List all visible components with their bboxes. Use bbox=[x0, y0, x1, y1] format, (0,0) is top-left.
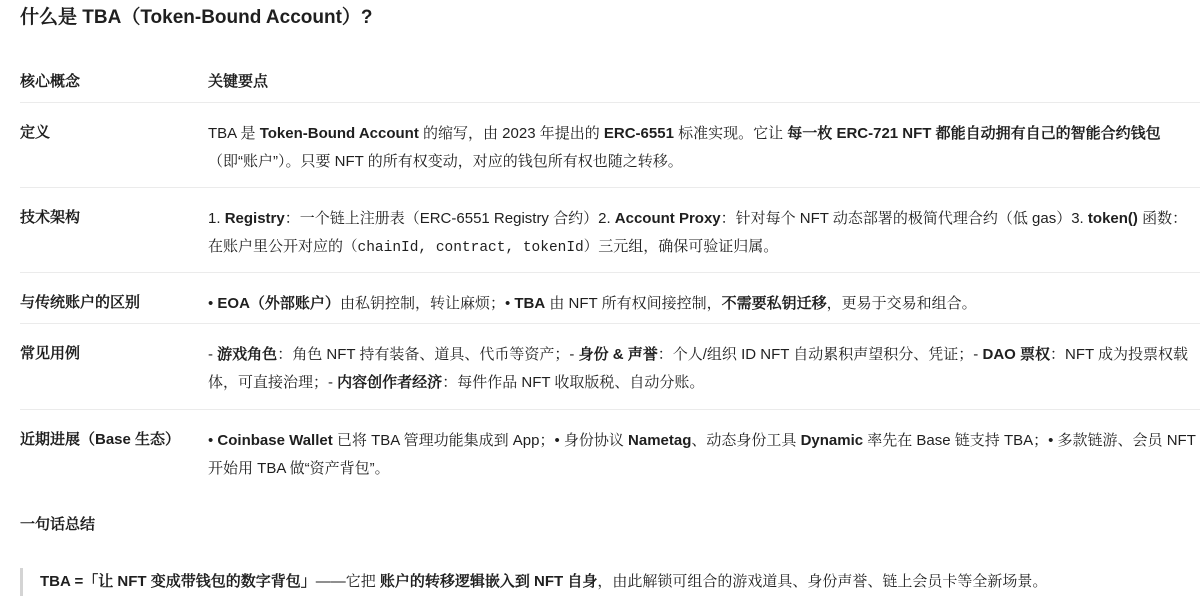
text-segment: 由私钥控制，转让麻烦；• bbox=[339, 295, 515, 312]
text-segment: 三元组，确保可验证归属。 bbox=[598, 238, 779, 255]
bold-segment: Token-Bound Account bbox=[259, 125, 419, 142]
text-segment: （即“账户”）。只要 NFT 的所有权变动，对应的钱包所有权也随之转移。 bbox=[208, 153, 683, 170]
table-row-architecture bbox=[20, 188, 1200, 273]
text-segment: - bbox=[208, 346, 218, 363]
bold-segment: ERC-6551 bbox=[603, 125, 674, 142]
text-segment: 、动态身份工具 bbox=[691, 432, 801, 449]
bold-segment: TBA bbox=[514, 295, 546, 312]
bold-segment: token() bbox=[1087, 210, 1138, 227]
text-segment: • bbox=[208, 432, 218, 449]
text-segment: ：个人/组织 ID NFT 自动累积声望积分、凭证；- bbox=[657, 346, 983, 363]
text-segment: 1. bbox=[208, 210, 225, 227]
row-label: 常见用例 bbox=[20, 345, 81, 362]
bold-segment: EOA（外部账户） bbox=[217, 295, 340, 312]
text-segment: 率先在 Base 链支持 TBA；• 多款链游、会员 NFT 开始用 TBA 做“资产背包”。 bbox=[208, 432, 1196, 477]
bold-segment: Coinbase Wallet bbox=[217, 432, 333, 449]
page-title: 什么是 TBA（Token-Bound Account）? bbox=[20, 7, 373, 28]
table-row-progress bbox=[20, 410, 1200, 497]
table-row-definition bbox=[20, 103, 1200, 188]
bold-segment: Registry bbox=[224, 210, 285, 227]
text-segment: ：角色 NFT 持有装备、道具、代币等资产；- bbox=[277, 346, 579, 363]
text-segment: ：一个链上注册表（ERC-6551 Registry 合约）2. bbox=[284, 210, 615, 227]
text-segment: ：每件作品 NFT 收取版税、自动分账。 bbox=[442, 374, 705, 391]
text-segment: TBA 是 bbox=[208, 125, 260, 142]
row-label: 与传统账户的区别 bbox=[20, 294, 141, 311]
row-content bbox=[208, 341, 1200, 409]
bold-segment: DAO 票权 bbox=[982, 346, 1050, 363]
bold-segment: 内容创作者经济 bbox=[337, 374, 443, 391]
text-segment: 已将 TBA 管理功能集成到 App；• 身份协议 bbox=[332, 432, 629, 449]
row-content bbox=[208, 120, 1200, 187]
bold-segment: Dynamic bbox=[800, 432, 864, 449]
bold-segment: Nametag bbox=[628, 432, 692, 449]
code-segment: （chainId, contract, tokenId） bbox=[343, 240, 599, 256]
text-segment: ，由此解锁可组合的游戏道具、身份声誉、链上会员卡等全新场景。 bbox=[597, 573, 1048, 590]
text-segment: ，更易于交易和组合。 bbox=[826, 295, 977, 312]
bold-segment: 账户的转移逻辑嵌入到 NFT 自身 bbox=[379, 573, 598, 590]
table-row-use-cases bbox=[20, 324, 1200, 410]
text-segment: • bbox=[208, 295, 218, 312]
header-key-points: 关键要点 bbox=[208, 72, 269, 90]
text-segment: 标准实现。它让 bbox=[673, 125, 788, 142]
row-content bbox=[208, 205, 1200, 272]
text-segment: ——它把 bbox=[315, 573, 380, 590]
text-segment: ：针对每个 NFT 动态部署的极简代理合约（低 gas）3. bbox=[720, 210, 1088, 227]
comparison-table bbox=[20, 58, 1200, 497]
text-segment: 由 NFT 所有权间接控制， bbox=[545, 295, 722, 312]
table-header-row bbox=[20, 58, 1200, 103]
bold-segment: Account Proxy bbox=[614, 210, 721, 227]
summary-heading: 一句话总结 bbox=[20, 516, 96, 533]
summary-quote bbox=[20, 568, 1047, 596]
bold-segment: 身份 & 声誉 bbox=[578, 346, 658, 363]
text-segment: 的缩写，由 2023 年提出的 bbox=[418, 125, 604, 142]
bold-segment: 不需要私钥迁移 bbox=[721, 295, 827, 312]
row-content bbox=[208, 290, 1200, 323]
bold-segment: TBA =「让 NFT 变成带钱包的数字背包」 bbox=[40, 573, 316, 590]
bold-segment: 游戏角色 bbox=[217, 346, 278, 363]
text-segment: ：NFT 成为投票权载体，可直接治理；- bbox=[208, 346, 1189, 391]
row-label: 定义 bbox=[20, 124, 51, 141]
row-label: 近期进展（Base 生态） bbox=[20, 431, 181, 448]
row-content bbox=[208, 427, 1200, 497]
text-segment: 函数：在账户里公开对应的 bbox=[208, 210, 1188, 255]
row-label: 技术架构 bbox=[20, 209, 81, 226]
table-row-difference bbox=[20, 273, 1200, 324]
header-core-concept: 核心概念 bbox=[20, 72, 81, 90]
bold-segment: 每一枚 ERC-721 NFT 都能自动拥有自己的智能合约钱包 bbox=[787, 125, 1161, 142]
